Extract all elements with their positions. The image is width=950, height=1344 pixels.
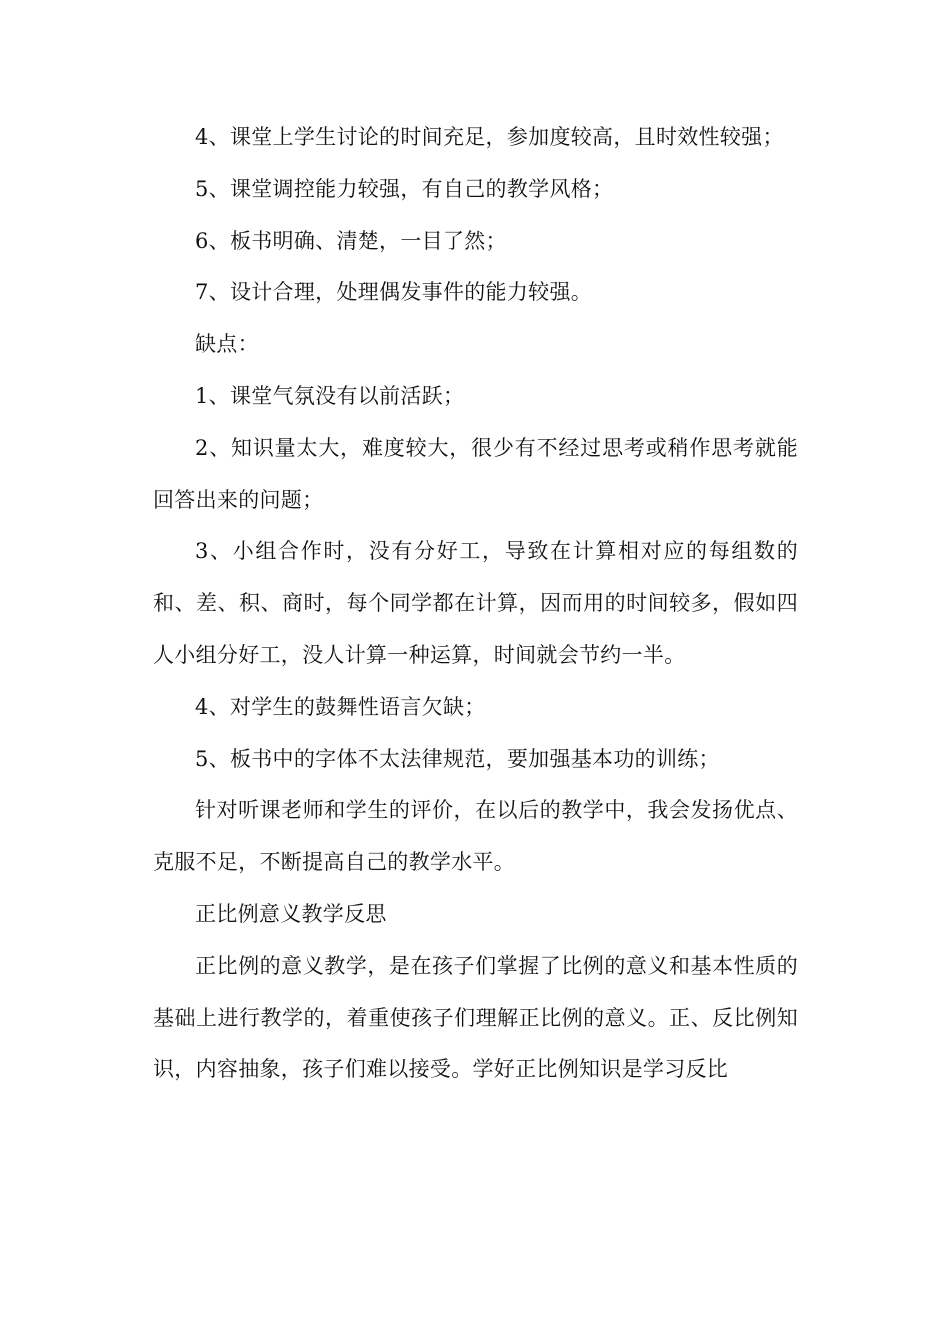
paragraph-reflection-intro: 正比例的意义教学，是在孩子们掌握了比例的意义和基本性质的基础上进行教学的，着重使孩子们理解正比例的意义。正、反比例知识，内容抽象，孩子们难以接受。学好正比例知识是学习反比 <box>153 953 798 1082</box>
paragraph-shortcoming-2: 2、知识量太大，难度较大，很少有不经过思考或稍作思考就能回答出来的问题； <box>153 435 798 512</box>
paragraph-conclusion: 针对听课老师和学生的评价，在以后的教学中，我会发扬优点、克服不足，不断提高自己的教学水平。 <box>153 798 798 875</box>
section-title: 正比例意义教学反思 <box>195 901 387 926</box>
document-body <box>153 112 798 1096</box>
paragraph-shortcoming-4: 4、对学生的鼓舞性语言欠缺； <box>195 694 486 719</box>
paragraph-advantage-4: 4、课堂上学生讨论的时间充足，参加度较高，且时效性较强； <box>195 125 784 149</box>
paragraph-advantage-7: 7、设计合理，处理偶发事件的能力较强。 <box>195 280 593 305</box>
paragraph-advantage-5: 5、课堂调控能力较强，有自己的教学风格； <box>195 176 614 201</box>
paragraph-shortcoming-3: 3、小组合作时，没有分好工，导致在计算相对应的每组数的和、差、积、商时，每个同学都在计算，因而用的时间较多，假如四人小组分好工，没人计算一种运算，时间就会节约一半。 <box>153 539 798 667</box>
paragraph-advantage-6: 6、板书明确、清楚，一目了然； <box>195 228 507 253</box>
paragraph-shortcoming-1: 1、课堂气氛没有以前活跃； <box>195 383 465 408</box>
paragraph-shortcoming-5: 5、板书中的字体不太法律规范，要加强基本功的训练； <box>195 746 720 771</box>
heading-shortcomings: 缺点： <box>195 332 259 357</box>
